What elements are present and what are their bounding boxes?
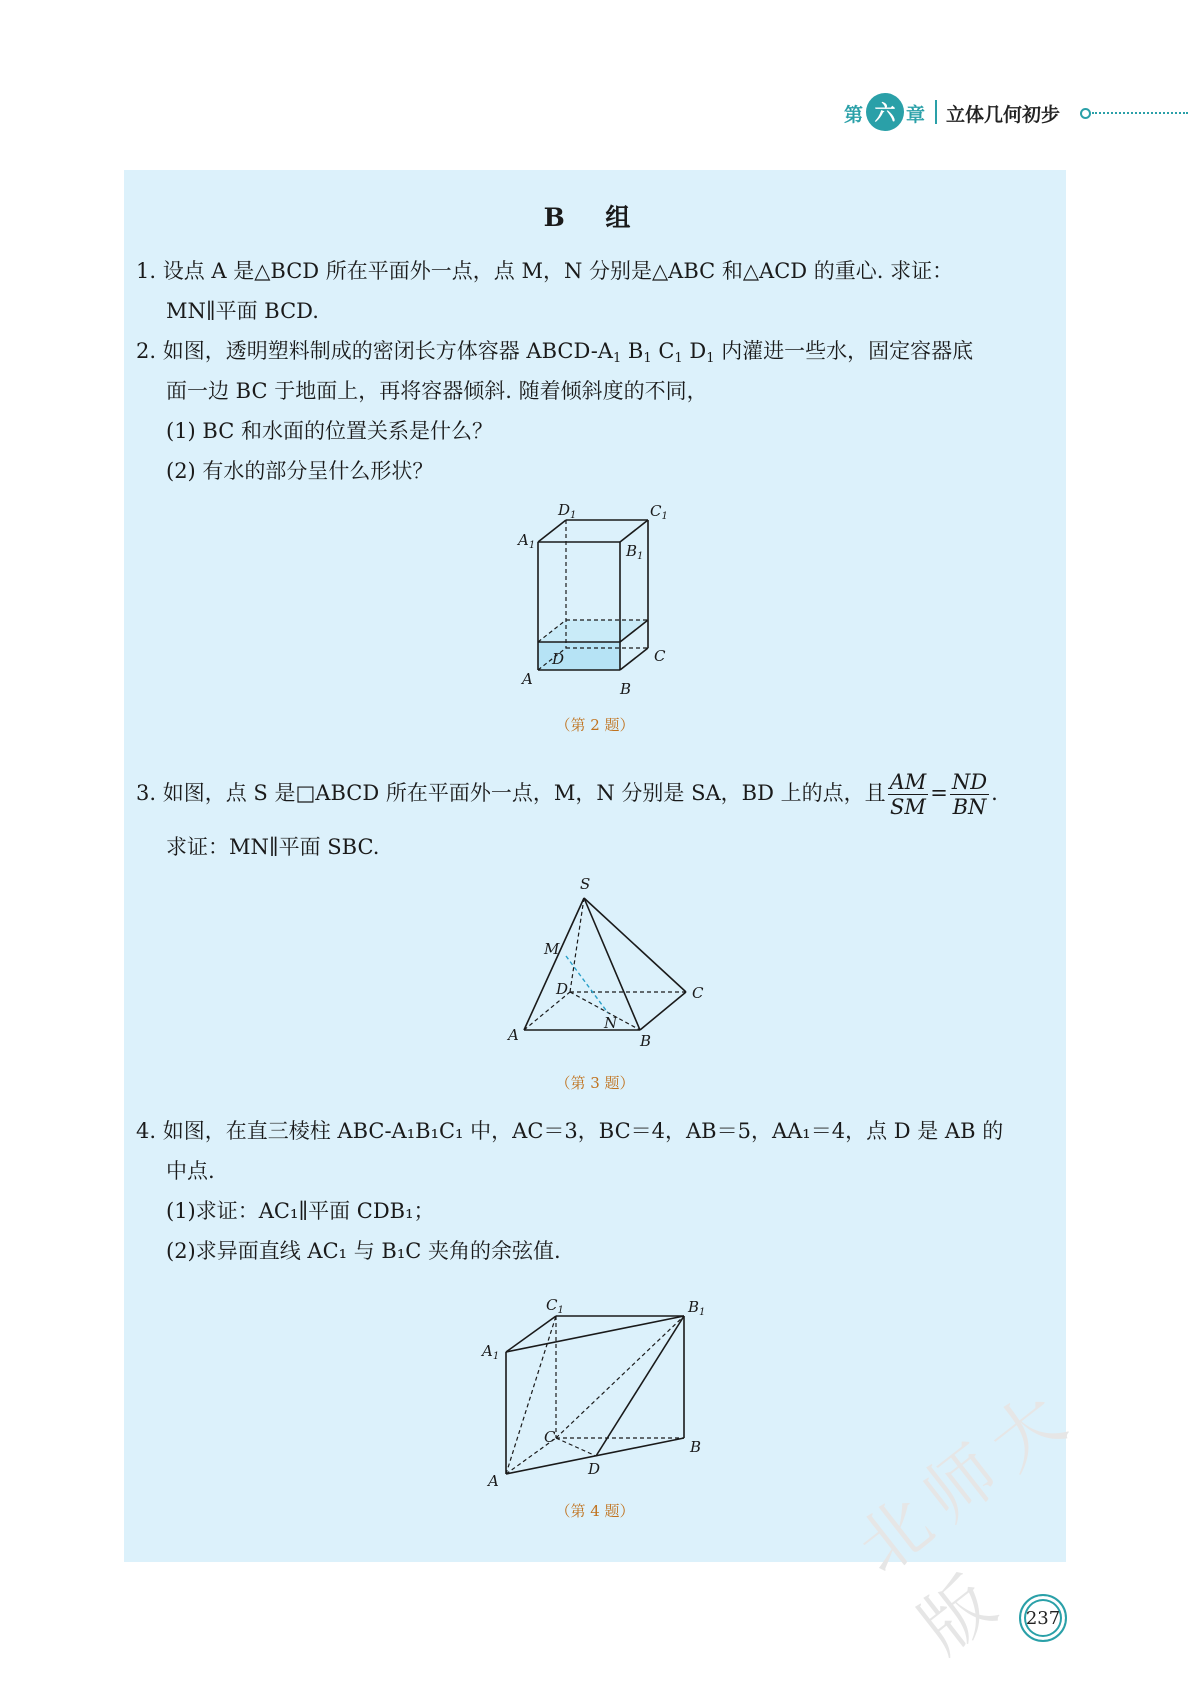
period: . bbox=[991, 781, 998, 805]
problem-4-question-1: (1)求证：AC₁∥平面 CDB₁； bbox=[166, 1199, 435, 1223]
chapter-suffix: 章 bbox=[906, 104, 926, 126]
label-b: B bbox=[640, 1032, 652, 1050]
edge-s-c bbox=[584, 898, 686, 992]
label-n: N bbox=[604, 1014, 618, 1032]
hidden-edge-c-b1 bbox=[556, 1316, 684, 1438]
label-b1: $B_1$ bbox=[688, 1298, 706, 1318]
problem-2-question-1: (1) BC 和水面的位置关系是什么？ bbox=[166, 419, 493, 443]
problem-3-number: 3. bbox=[136, 781, 157, 805]
label-b: B bbox=[690, 1438, 702, 1456]
chapter-header bbox=[0, 90, 1190, 134]
fraction-2-numerator: ND bbox=[951, 770, 988, 794]
page-number: 237 bbox=[1019, 1594, 1067, 1642]
label-s: S bbox=[580, 875, 591, 893]
b-letter: B bbox=[627, 339, 644, 363]
problem-2-text-1: 如图，透明塑料制成的密闭长方体容器 ABCD-A bbox=[162, 339, 613, 363]
label-a: A bbox=[522, 670, 533, 688]
chapter-number-badge: 六 bbox=[866, 93, 904, 131]
chapter-title: 立体几何初步 bbox=[946, 104, 1061, 126]
label-c1: $C_1$ bbox=[546, 1296, 564, 1316]
hidden-edge-c-d bbox=[556, 1438, 596, 1456]
problem-3-line-1 bbox=[136, 770, 998, 819]
water-fill-front bbox=[538, 642, 620, 670]
publisher-watermark: 北师大版 bbox=[842, 1369, 1092, 1670]
c-letter: C bbox=[658, 339, 675, 363]
problem-1-line-2: MN∥平面 BCD. bbox=[166, 299, 319, 323]
problem-3-line-2: 求证：MN∥平面 SBC. bbox=[166, 835, 380, 859]
chapter-prefix: 第 bbox=[844, 104, 864, 126]
label-c: C bbox=[654, 647, 666, 665]
problem-4-text-1: 如图，在直三棱柱 ABC-A₁B₁C₁ 中，AC＝3，BC＝4，AB＝5，AA₁＝4，点 D 是 AB 的 bbox=[162, 1119, 1004, 1143]
fraction-nd-bn bbox=[950, 770, 989, 819]
figure-4-prism-diagram bbox=[476, 1282, 736, 1492]
figure-2-box-diagram bbox=[508, 502, 708, 722]
label-c1: $C_1$ bbox=[650, 502, 668, 522]
problem-4-number: 4. bbox=[136, 1119, 157, 1143]
label-m: M bbox=[544, 940, 560, 958]
problem-1-text-1: 设点 A 是△BCD 所在平面外一点，点 M，N 分别是△ABC 和△ACD 的重心. 求证： bbox=[162, 259, 954, 283]
problem-3-text-1: 如图，点 S 是□ABCD 所在平面外一点，M，N 分别是 SA，BD 上的点，且 bbox=[162, 781, 886, 805]
problem-2-question-2: (2) 有水的部分呈什么形状？ bbox=[166, 459, 434, 483]
label-a1: $A_1$ bbox=[518, 531, 536, 551]
label-d: D bbox=[552, 650, 565, 668]
edge-d-b1 bbox=[596, 1316, 684, 1456]
problem-4-line-1 bbox=[136, 1116, 1003, 1146]
edge-b-c bbox=[620, 648, 648, 670]
figure-4-caption: （第 4 题） bbox=[555, 1502, 635, 1520]
group-title: B 组 bbox=[543, 203, 647, 232]
edge-s-b bbox=[584, 898, 640, 1030]
label-a: A bbox=[508, 1026, 519, 1044]
label-b1: $B_1$ bbox=[626, 542, 644, 562]
label-d1: $D_1$ bbox=[558, 502, 577, 521]
figure-2-caption: （第 2 题） bbox=[555, 716, 635, 734]
sub-1: 1 bbox=[674, 351, 683, 366]
fraction-1-numerator: AM bbox=[889, 770, 927, 794]
chapter-separator bbox=[935, 100, 937, 124]
problem-2-line-1 bbox=[136, 336, 973, 366]
problem-1-number: 1. bbox=[136, 259, 157, 283]
problem-1-line-1 bbox=[136, 256, 953, 286]
fraction-am-sm bbox=[888, 770, 929, 819]
label-a: A bbox=[488, 1472, 499, 1490]
sub-1: 1 bbox=[706, 351, 715, 366]
header-dotted-line bbox=[1092, 112, 1188, 114]
problem-2-number: 2. bbox=[136, 339, 157, 363]
sub-1: 1 bbox=[612, 351, 622, 366]
label-d: D bbox=[588, 1460, 601, 1478]
d-letter: D bbox=[689, 339, 707, 363]
segment-m-n bbox=[566, 956, 608, 1013]
edge-a1-d1 bbox=[538, 520, 566, 542]
sub-1: 1 bbox=[643, 351, 652, 366]
problem-2-line-2: 面一边 BC 于地面上，再将容器倾斜. 随着倾斜度的不同， bbox=[166, 379, 708, 403]
problem-2-text-1-tail: 内灌进一些水，固定容器底 bbox=[721, 339, 974, 363]
figure-3-pyramid-diagram bbox=[494, 874, 714, 1054]
label-c: C bbox=[692, 984, 704, 1002]
problem-4-question-2: (2)求异面直线 AC₁ 与 B₁C 夹角的余弦值. bbox=[166, 1239, 561, 1263]
figure-3-caption: （第 3 题） bbox=[555, 1074, 635, 1092]
fraction-1-denominator: SM bbox=[890, 795, 926, 819]
equals-sign: = bbox=[930, 781, 948, 805]
label-d: D bbox=[556, 980, 569, 998]
fraction-2-denominator: BN bbox=[952, 795, 987, 819]
exercise-panel bbox=[124, 170, 1066, 1562]
water-fill-top bbox=[538, 620, 648, 642]
header-dot-icon bbox=[1080, 108, 1091, 119]
label-c: C bbox=[544, 1428, 556, 1446]
problem-4-line-2: 中点. bbox=[166, 1159, 215, 1183]
hidden-edge-a-c1 bbox=[506, 1316, 556, 1474]
edge-b1-c1 bbox=[620, 520, 648, 542]
edge-b-c bbox=[640, 992, 686, 1030]
label-a1: $A_1$ bbox=[482, 1342, 500, 1362]
edge-s-a bbox=[524, 898, 584, 1030]
label-b: B bbox=[620, 680, 632, 698]
edge-a1-b1 bbox=[506, 1316, 684, 1352]
